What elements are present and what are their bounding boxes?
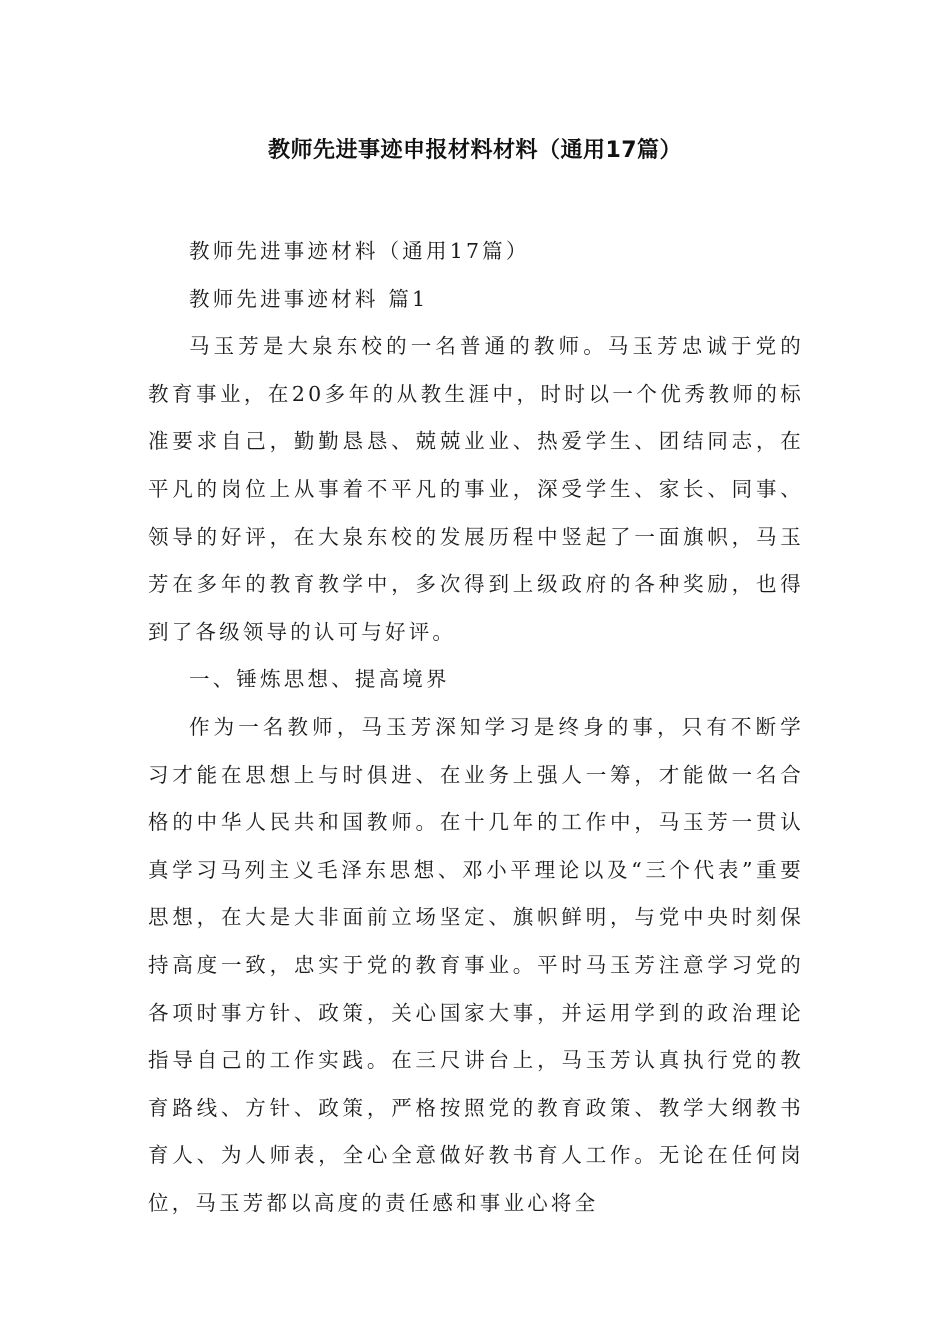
paragraph-intro: 马玉芳是大泉东校的一名普通的教师。马玉芳忠诚于党的教育事业，在20多年的从教生涯中，时时以一个优秀教师的标准要求自己，勤勤恳恳、兢兢业业、热爱学生、团结同志，在平凡的岗位上从事着不平凡的事业，深受学生、家长、同事、领导的好评，在大泉东校的发展历程中竖起了一面旗帜，马玉芳在多年的教育教学中，多次得到上级政府的各种奖励，也得到了各级领导的认可与好评。 bbox=[148, 334, 804, 644]
paragraph-body-1: 作为一名教师，马玉芳深知学习是终身的事，只有不断学习才能在思想上与时俱进、在业务上强人一筹，才能做一名合格的中华人民共和国教师。在十几年的工作中，马玉芳一贯认真学习马列主义毛泽东思想、邓小平理论以及“三个代表”重要思想，在大是大非面前立场坚定、旗帜鲜明，与党中央时刻保持高度一致，忠实于党的教育事业。平时马玉芳注意学习党的各项时事方针、政策，关心国家大事，并运用学到的政治理论指导自己的工作实践。在三尺讲台上，马玉芳认真执行党的教育路线、方针、政策，严格按照党的教育政策、教学大纲教书育人、为人师表，全心全意做好教书育人工作。无论在任何岗位，马玉芳都以高度的责任感和事业心将全 bbox=[148, 714, 804, 1215]
paragraph-heading-1: 一、锤炼思想、提高境界 bbox=[189, 667, 450, 692]
document-title: 教师先进事迹申报材料材料（通用17篇） bbox=[267, 138, 683, 163]
paragraph-section-heading: 教师先进事迹材料 篇1 bbox=[189, 286, 429, 311]
paragraph-subtitle: 教师先进事迹材料（通用17篇） bbox=[189, 239, 530, 263]
document-body bbox=[148, 228, 804, 1227]
